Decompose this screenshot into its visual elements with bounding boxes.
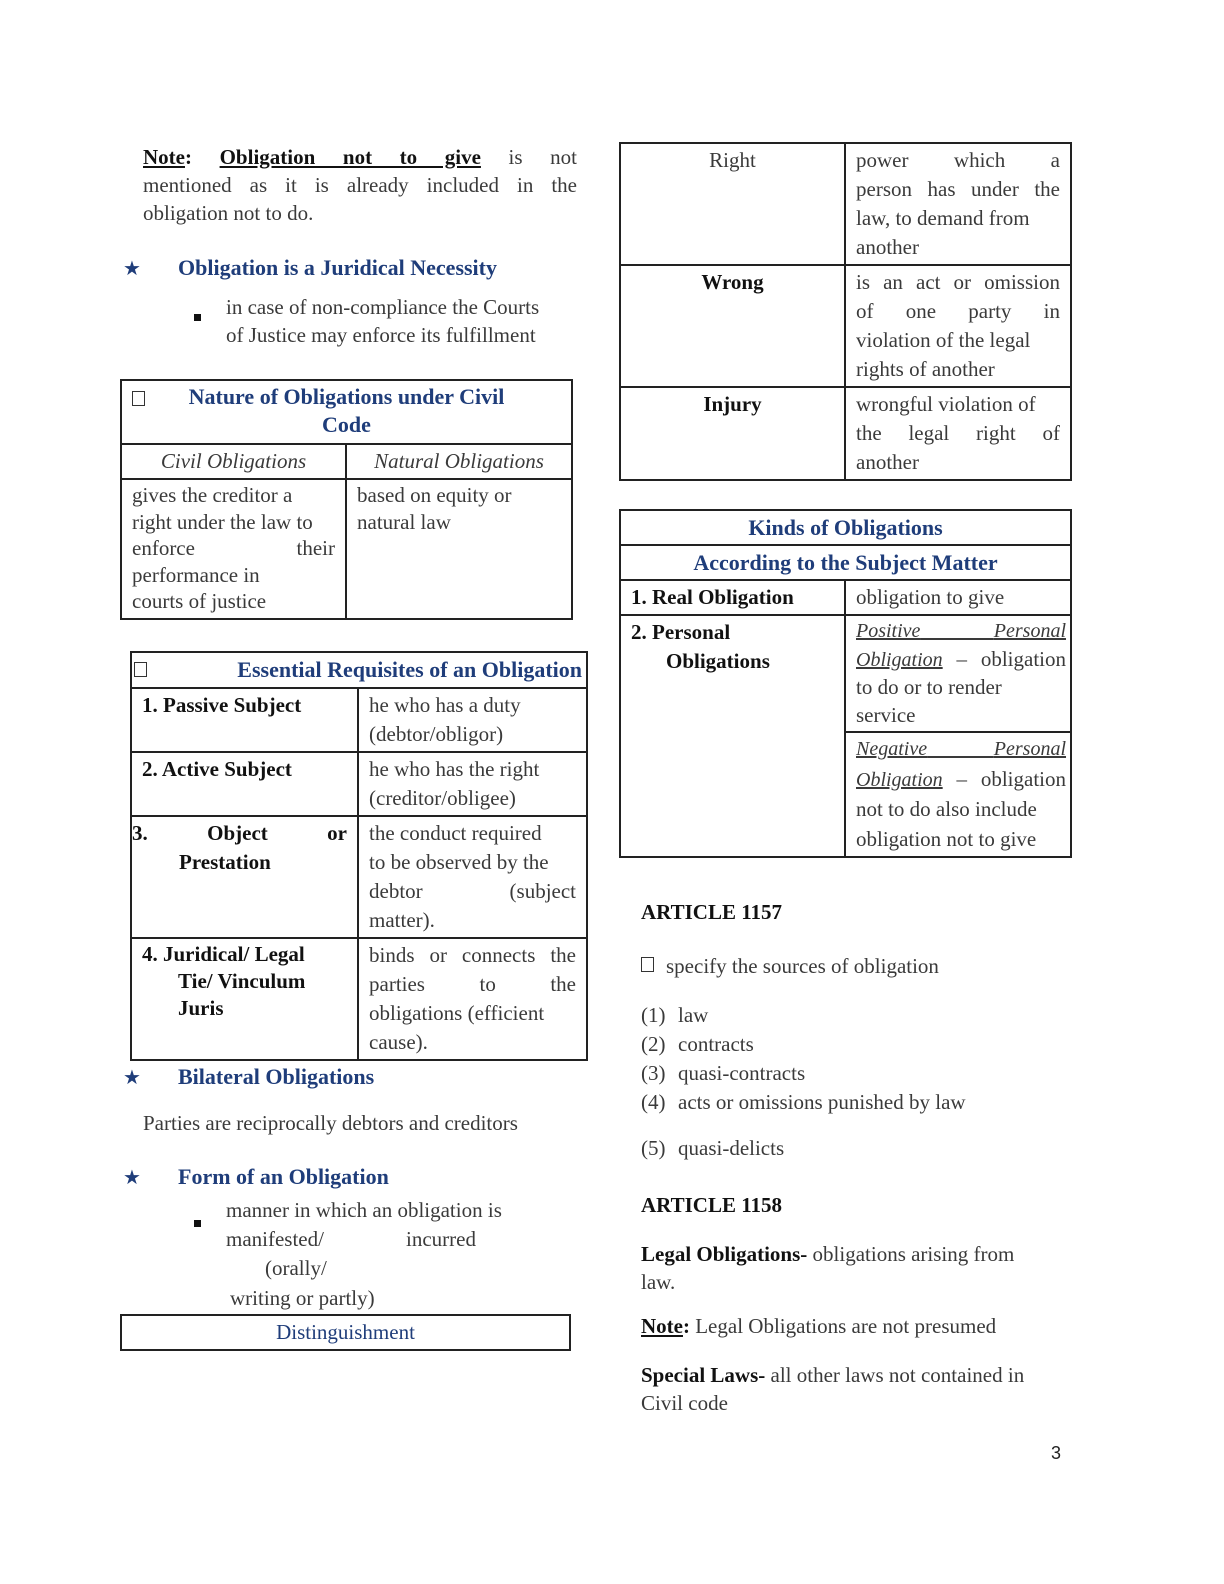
rwi-def <box>845 265 1071 387</box>
list-item-num: (5) <box>641 1136 666 1160</box>
bullet-icon <box>194 302 201 327</box>
requisite-def <box>358 938 587 1060</box>
requisite-term <box>131 688 358 752</box>
rwi-def-line: power which a <box>856 148 1060 172</box>
note-line2: mentioned as it is already included in the <box>143 173 577 197</box>
bilateral-text: Parties are reciprocally debtors and creditors <box>143 1111 518 1135</box>
requisite-def-line: (debtor/obligor) <box>369 722 504 746</box>
page-number: 3 <box>1051 1443 1062 1463</box>
civil-line: performance in <box>132 562 260 587</box>
negative-line: obligation not to give <box>856 826 1037 851</box>
requisite-def-line: (creditor/obligee) <box>369 786 516 810</box>
list-item-text: acts or omissions punished by law <box>678 1090 966 1114</box>
star-icon: ★ <box>123 1167 141 1189</box>
checkbox-icon <box>134 662 147 677</box>
requisite-term <box>131 938 358 1060</box>
rwi-def-line: rights of another <box>856 357 995 381</box>
requisite-def <box>358 688 587 752</box>
requisite-def-line: matter). <box>369 908 435 932</box>
kinds-negative-cell <box>845 732 1071 857</box>
natural-line: based on equity or <box>357 483 512 507</box>
nature-table <box>120 379 573 620</box>
juridical-bullet <box>226 293 539 349</box>
requisite-term-line: Juris <box>178 996 224 1020</box>
juridical-heading: Obligation is a Juridical Necessity <box>178 255 497 280</box>
rwi-def-line: is an act or omission <box>856 270 1060 294</box>
personal-term-line2: Obligations <box>666 649 770 673</box>
right-wrong-injury-table <box>619 142 1072 481</box>
juridical-bullet-line2: of Justice may enforce its fulfillment <box>226 323 536 347</box>
requisite-term-line: 1. Passive Subject <box>142 693 302 717</box>
rwi-def-line: another <box>856 235 919 259</box>
positive-rest: – obligation <box>956 646 1067 671</box>
note-line1-rest: is not <box>508 145 577 169</box>
requisites-title-cell <box>131 652 587 688</box>
requisite-def-line: obligations (efficient <box>369 1001 545 1025</box>
form-line2b: incurred <box>406 1227 476 1251</box>
civil-line: courts of justice <box>132 589 267 613</box>
personal-term-line1: 2. Personal <box>631 620 731 644</box>
positive-label-c: Obligation <box>856 648 943 671</box>
nature-title-line2: Code <box>322 412 371 437</box>
rwi-def-line: of one party in <box>856 299 1060 323</box>
nature-title-line1: Nature of Obligations under Civil <box>188 384 505 409</box>
juridical-bullet-line1: in case of non-compliance the Courts <box>226 295 540 319</box>
requisite-def-line: to be observed by the <box>369 850 549 874</box>
checkbox-icon <box>132 391 145 406</box>
positive-label-b: Personal <box>993 620 1067 642</box>
nature-civil-cell <box>121 479 346 619</box>
form-line3: (orally/ <box>265 1256 327 1280</box>
legal-obligations-line1: obligations arising from <box>812 1242 1015 1266</box>
requisite-term <box>131 816 358 938</box>
requisite-term-line: Tie/ Vinculum <box>178 969 306 993</box>
list-item <box>641 1136 966 1165</box>
rwi-def-line: violation of the legal <box>856 328 1031 352</box>
note-block: Note: Obligation not to give is not mentioned as it is already included in the obligation not to do. <box>143 145 577 225</box>
list-item-text: law <box>678 1003 709 1027</box>
article-1157-lead: specify the sources of obligation <box>666 954 939 978</box>
rwi-def-line: law, to demand from <box>856 206 1030 230</box>
list-item-num: (4) <box>641 1090 666 1114</box>
requisite-term <box>131 752 358 816</box>
requisite-term-line: Prestation <box>179 850 271 874</box>
rwi-def-line: wrongful violation of <box>856 392 1036 416</box>
requisite-def <box>358 816 587 938</box>
rwi-def-line: person has under the <box>856 177 1060 201</box>
kinds-positive-cell <box>845 615 1071 732</box>
form-line1: manner in which an obligation is <box>226 1198 502 1222</box>
negative-label-b: Personal <box>993 738 1067 760</box>
article-1157-heading: ARTICLE 1157 <box>641 900 783 924</box>
civil-line: enforce their <box>132 536 335 560</box>
form-line2a: manifested/ <box>226 1227 324 1251</box>
distinguishment-box <box>120 1314 571 1351</box>
requisite-def-line: binds or connects the <box>369 943 576 967</box>
list-item-num: (2) <box>641 1032 666 1056</box>
sources-list <box>641 1003 966 1165</box>
natural-line: natural law <box>357 509 451 534</box>
list-item-num: (3) <box>641 1061 666 1085</box>
rwi-def-line: another <box>856 450 919 474</box>
requisite-def-line: the conduct required <box>369 821 542 845</box>
nature-col-civil: Civil Obligations <box>121 444 346 479</box>
rwi-term: Injury <box>620 387 845 480</box>
rwi-def <box>845 143 1071 265</box>
distinguishment-label: Distinguishment <box>276 1320 415 1344</box>
list-item <box>641 1032 966 1061</box>
article-1158-heading: ARTICLE 1158 <box>641 1193 783 1217</box>
requisite-def-line: he who has a duty <box>369 693 521 717</box>
kinds-subtitle: According to the Subject Matter <box>620 545 1071 580</box>
rwi-def <box>845 387 1071 480</box>
note-subject: Obligation not to give <box>219 145 481 169</box>
requisite-term-line: 3. Object or <box>132 821 347 845</box>
requisite-term-line: 4. Juridical/ Legal <box>142 942 305 966</box>
note-1158: Note: Legal Obligations are not presumed <box>641 1314 997 1338</box>
note-label: Note <box>143 145 185 169</box>
list-item <box>641 1090 966 1119</box>
list-item-num: (1) <box>641 1003 666 1027</box>
requisite-term-line: 2. Active Subject <box>142 757 292 781</box>
requisites-title: Essential Requisites of an Obligation <box>237 657 582 682</box>
kinds-personal-term <box>620 615 845 857</box>
form-line4: writing or partly) <box>230 1286 375 1310</box>
list-item-text: contracts <box>678 1032 754 1056</box>
rwi-term: Right <box>620 143 845 265</box>
civil-line: gives the creditor a <box>132 483 293 507</box>
requisites-table <box>130 651 588 1061</box>
checkbox-icon <box>641 957 654 972</box>
kinds-real-term: 1. Real Obligation <box>620 580 845 615</box>
note-1158-label: Note <box>641 1314 683 1338</box>
kinds-title: Kinds of Obligations <box>620 510 1071 545</box>
positive-line: to do or to render <box>856 675 1002 699</box>
legal-obligations-line2: law. <box>641 1270 676 1294</box>
special-laws-line2: Civil code <box>641 1391 728 1415</box>
civil-line: right under the law to <box>132 509 313 534</box>
negative-label-c: Obligation <box>856 768 943 791</box>
legal-obligations-label: Legal Obligations- <box>641 1242 808 1266</box>
requisite-def-line: parties to the <box>369 972 576 996</box>
special-laws-line1: all other laws not contained in <box>770 1363 1025 1387</box>
requisite-def-line: cause). <box>369 1030 428 1054</box>
negative-line: not to do also include <box>856 797 1037 821</box>
star-icon: ★ <box>123 1067 141 1089</box>
special-laws-label: Special Laws- <box>641 1363 766 1387</box>
nature-natural-cell <box>346 479 572 619</box>
bullet-icon <box>194 1208 201 1233</box>
list-item <box>641 1061 966 1090</box>
bilateral-heading: Bilateral Obligations <box>178 1064 375 1089</box>
note-1158-text: Legal Obligations are not presumed <box>695 1314 997 1338</box>
negative-label-a: Negative <box>856 738 928 760</box>
article-1157-lead-row <box>641 954 939 979</box>
form-heading: Form of an Obligation <box>178 1164 389 1189</box>
positive-line: service <box>856 702 916 727</box>
negative-rest: – obligation <box>956 766 1067 791</box>
list-item-text: quasi-contracts <box>678 1061 806 1085</box>
nature-col-natural: Natural Obligations <box>346 444 572 479</box>
note-line3: obligation not to do. <box>143 201 314 225</box>
list-item <box>641 1003 966 1032</box>
list-item-text: quasi-delicts <box>678 1136 785 1160</box>
requisite-def-line: debtor (subject <box>369 879 576 903</box>
kinds-real-def: obligation to give <box>845 580 1071 615</box>
requisite-def-line: he who has the right <box>369 757 540 781</box>
rwi-def-line: the legal right of <box>856 421 1060 445</box>
positive-label-a: Positive <box>856 620 921 642</box>
nature-title-cell <box>121 380 572 444</box>
special-laws-para <box>641 1361 1071 1417</box>
kinds-table <box>619 509 1072 858</box>
rwi-term: Wrong <box>620 265 845 387</box>
legal-obligations-para <box>641 1240 1071 1296</box>
star-icon: ★ <box>123 258 141 280</box>
requisite-def <box>358 752 587 816</box>
